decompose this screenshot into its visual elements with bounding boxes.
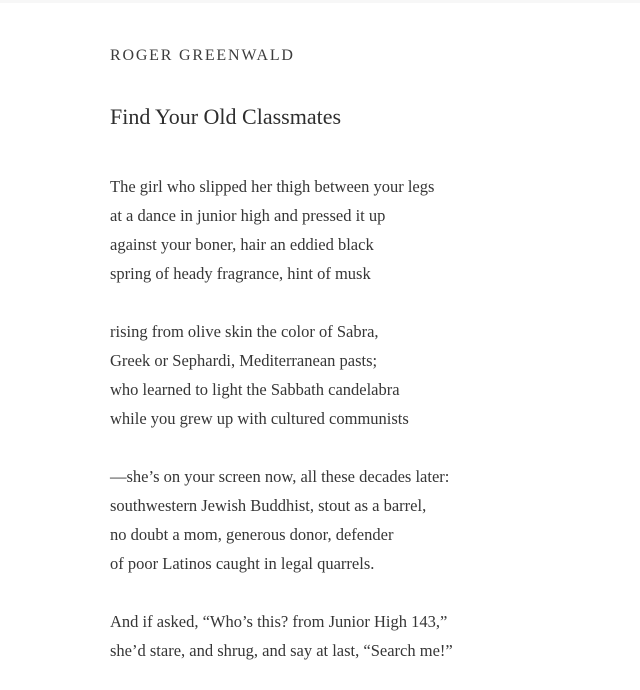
- poem-line: rising from olive skin the color of Sabra,: [110, 322, 379, 341]
- poem-line: of poor Latinos caught in legal quarrels.: [110, 554, 375, 573]
- poem-line: spring of heady fragrance, hint of musk: [110, 264, 371, 283]
- poem-body: [110, 172, 600, 665]
- author-name: ROGER GREENWALD: [110, 47, 295, 64]
- stanza-3: [110, 462, 600, 578]
- poem-line: no doubt a mom, generous donor, defender: [110, 525, 394, 544]
- poem-line: at a dance in junior high and pressed it up: [110, 206, 386, 225]
- poem-line: southwestern Jewish Buddhist, stout as a barrel,: [110, 496, 427, 515]
- poem-page: [0, 3, 640, 665]
- poem-line: And if asked, “Who’s this? from Junior High 143,”: [110, 612, 448, 631]
- poem-line: she’d stare, and shrug, and say at last, “Search me!”: [110, 641, 453, 660]
- stanza-1: [110, 172, 600, 288]
- poem-line: against your boner, hair an eddied black: [110, 235, 374, 254]
- stanza-4: [110, 607, 600, 665]
- poem-title: Find Your Old Classmates: [110, 104, 342, 129]
- poem-line: while you grew up with cultured communists: [110, 409, 409, 428]
- poem-line: The girl who slipped her thigh between your legs: [110, 177, 435, 196]
- poem-line: Greek or Sephardi, Mediterranean pasts;: [110, 351, 378, 370]
- poem-line: who learned to light the Sabbath candelabra: [110, 380, 400, 399]
- poem-line: —she’s on your screen now, all these decades later:: [110, 467, 450, 486]
- stanza-2: [110, 317, 600, 433]
